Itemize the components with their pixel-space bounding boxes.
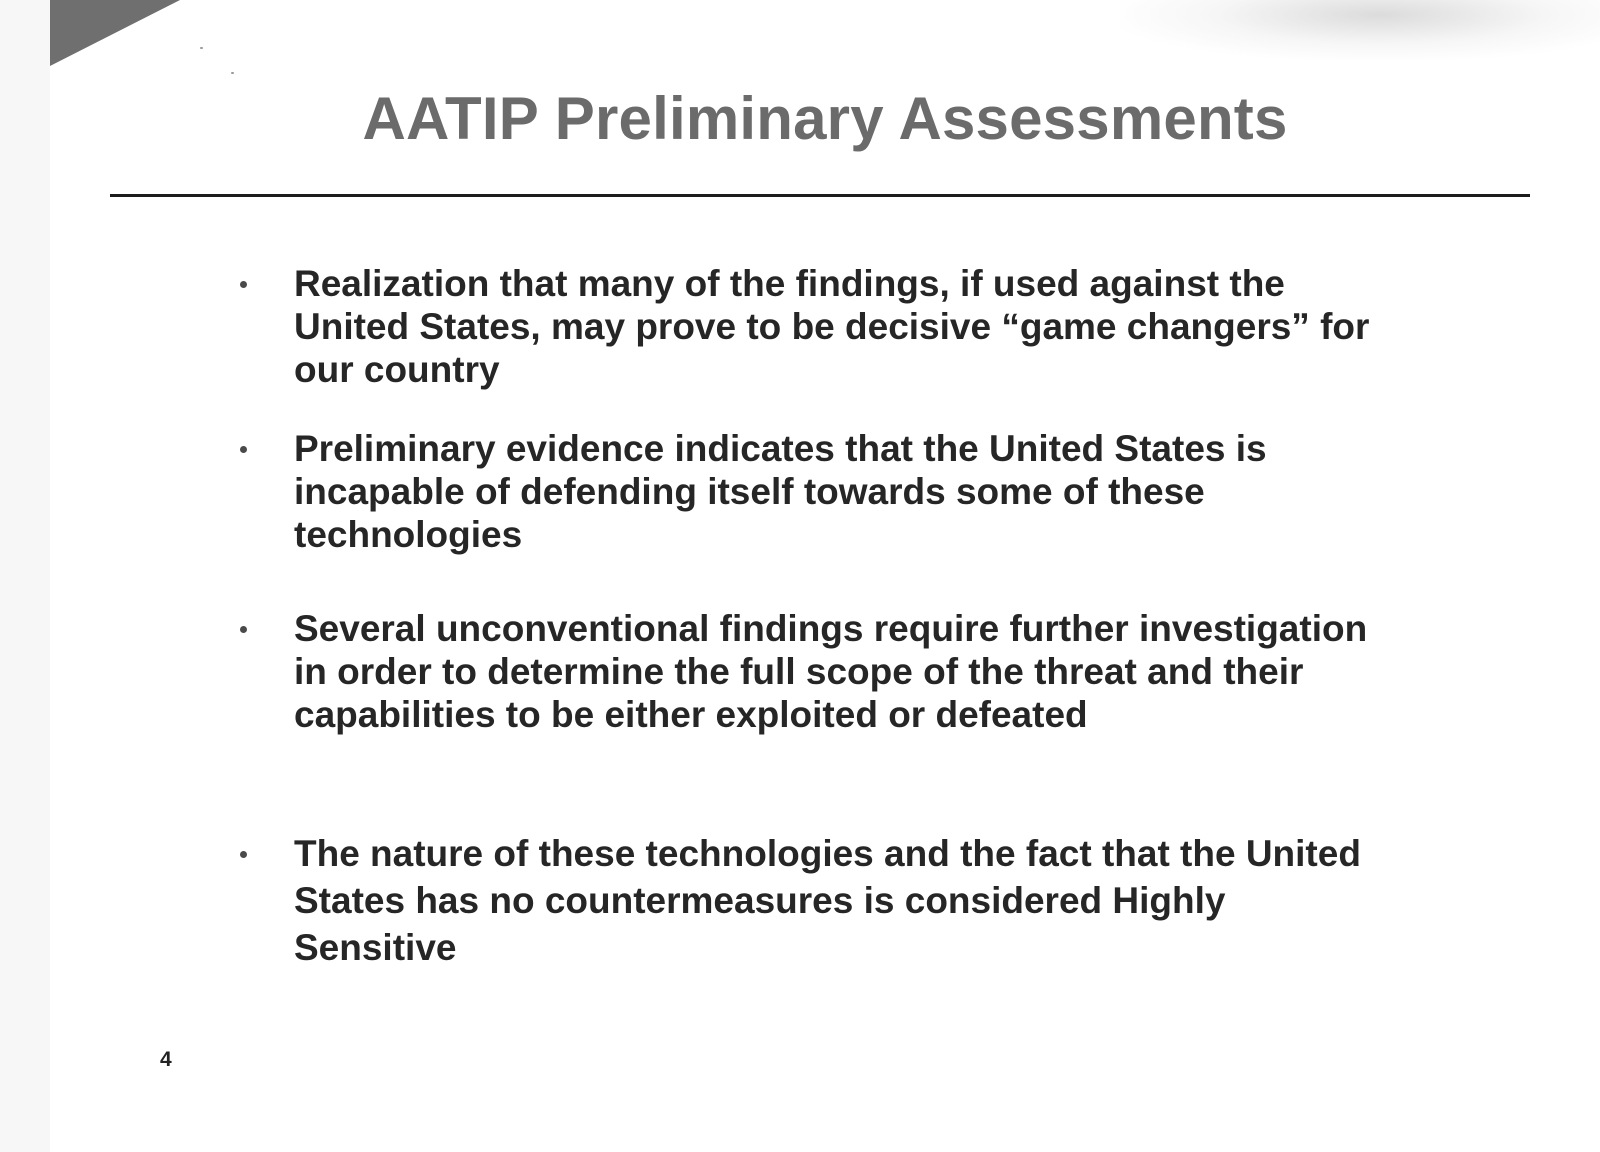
bullet-dot-icon — [240, 851, 247, 858]
scan-speck — [200, 47, 203, 49]
scan-speck — [231, 72, 234, 74]
bullet-item — [240, 427, 1380, 556]
slide-page — [50, 0, 1600, 1152]
bullet-dot-icon — [240, 446, 247, 453]
title-divider — [110, 194, 1530, 197]
corner-fold-mark — [50, 0, 180, 66]
page-number: 4 — [160, 1048, 172, 1071]
bullet-text: Preliminary evidence indicates that the United States is incapable of defending itself towards some of these technologies — [294, 428, 1267, 555]
bullet-text: Realization that many of the findings, if used against the United States, may prove to be decisive “game changers” for our country — [294, 263, 1370, 390]
bullet-text: Several unconventional findings require further investigation in order to determine the full scope of the threat and their capabilities to be either exploited or defeated — [294, 608, 1368, 735]
slide-title: AATIP Preliminary Assessments — [362, 85, 1288, 152]
scan-shadow — [1120, 0, 1600, 60]
bullet-dot-icon — [240, 281, 247, 288]
bullet-item — [240, 607, 1380, 736]
bullet-item — [240, 262, 1380, 391]
bullet-text: The nature of these technologies and the fact that the United States has no countermeasures is considered Highly Sensitive — [294, 833, 1361, 968]
bullet-item — [240, 830, 1380, 971]
bullet-dot-icon — [240, 626, 247, 633]
